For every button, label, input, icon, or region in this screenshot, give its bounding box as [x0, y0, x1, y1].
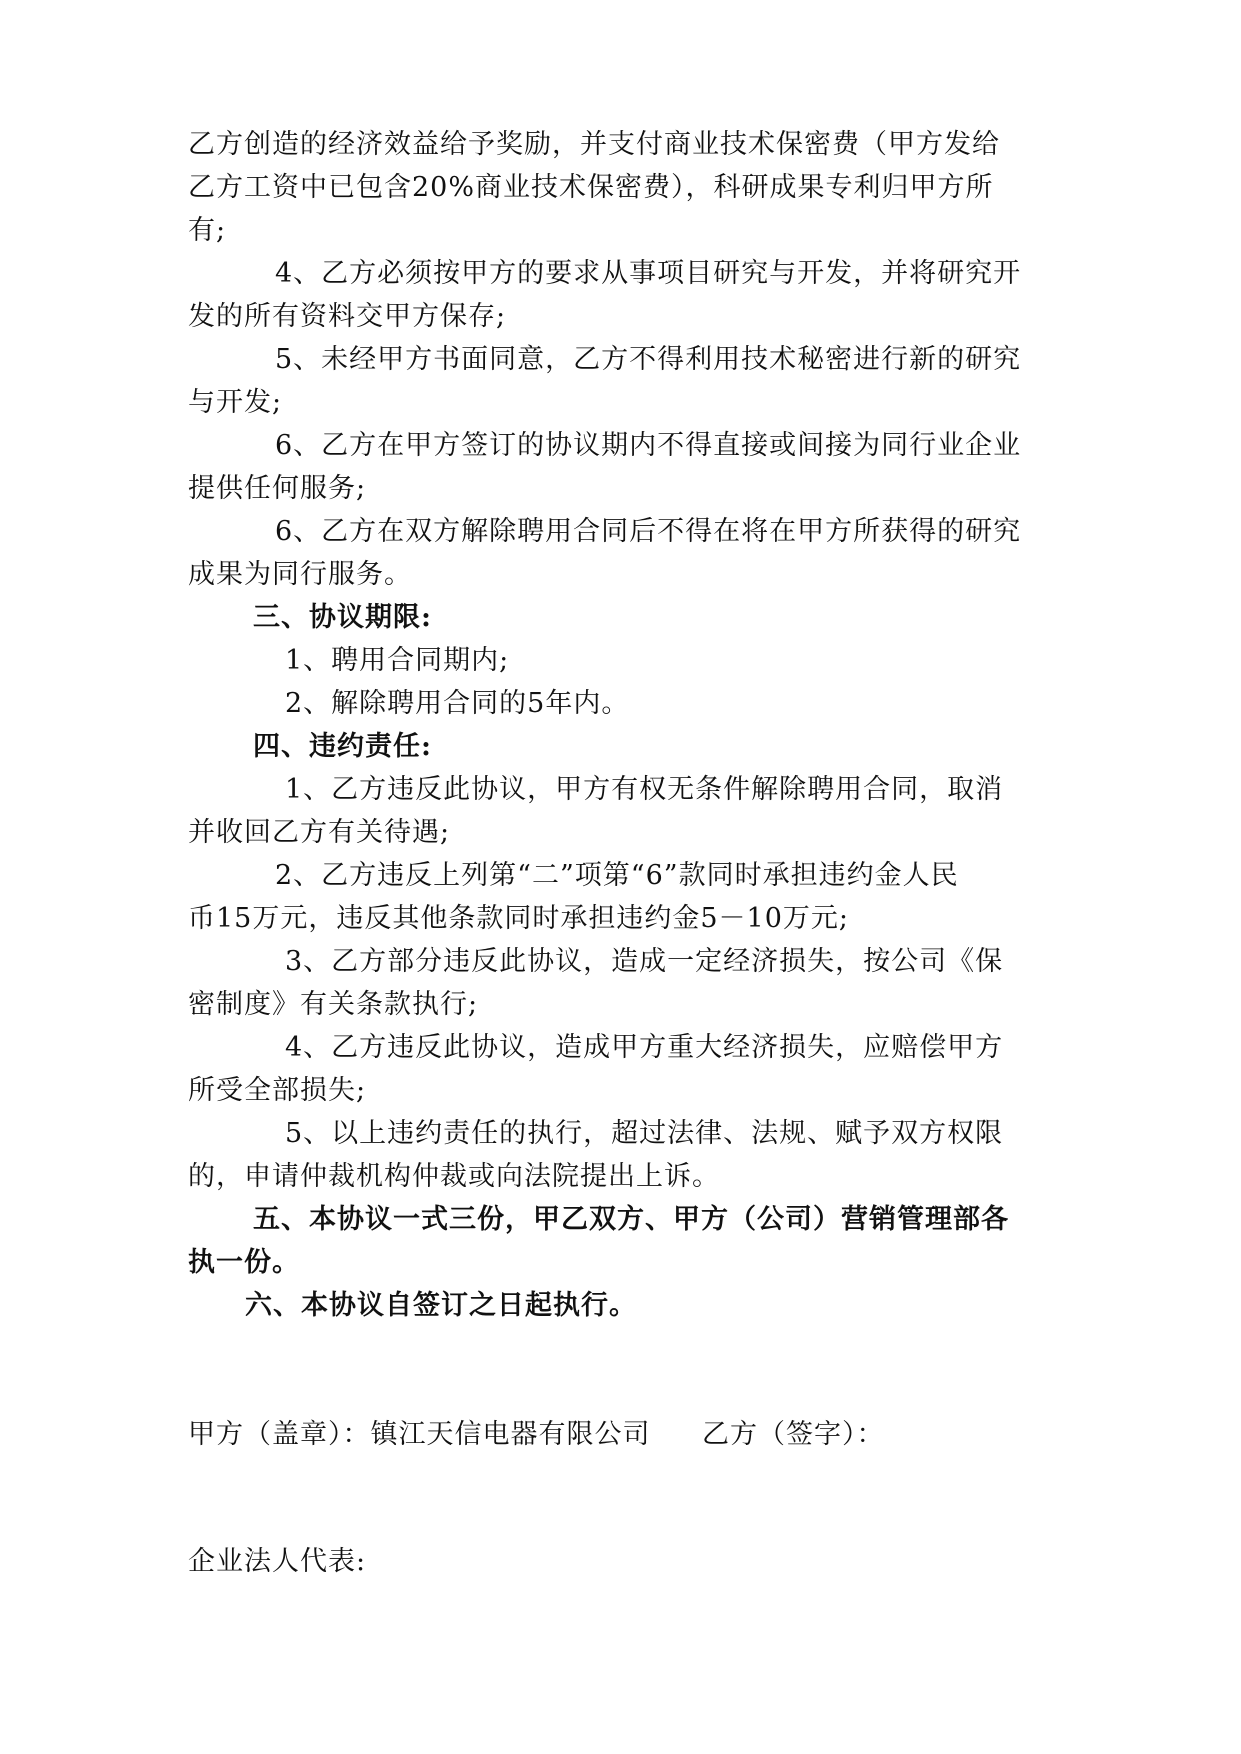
- signature-legal-rep: 企业法人代表:: [188, 1546, 367, 1577]
- paragraph-line: 乙方工资中已包含20%商业技术保密费），科研成果专利归甲方所: [188, 172, 994, 203]
- paragraph-line: 有;: [188, 215, 227, 246]
- liability-item-2: 2、乙方违反上列第“二”项第“6”款同时承担违约金人民: [275, 860, 959, 891]
- liability-item-5: 5、以上违约责任的执行，超过法律、法规、赋予双方权限: [285, 1118, 1004, 1149]
- paragraph-line: 执一份。: [188, 1247, 300, 1278]
- signature-party-b: 乙方（签字）：: [702, 1419, 885, 1450]
- section-heading-effective: 六、本协议自签订之日起执行。: [245, 1290, 637, 1321]
- section-heading-term: 三、协议期限:: [253, 602, 432, 633]
- paragraph-line: 与开发;: [188, 387, 283, 418]
- liability-item-4: 4、乙方违反此协议，造成甲方重大经济损失，应赔偿甲方: [285, 1032, 1004, 1063]
- term-item-2: 2、解除聘用合同的5年内。: [285, 688, 630, 719]
- paragraph-line: 并收回乙方有关待遇;: [188, 817, 451, 848]
- paragraph-line: 币15万元，违反其他条款同时承担违约金5－10万元;: [188, 903, 849, 934]
- clause-item-5: 5、未经甲方书面同意，乙方不得利用技术秘密进行新的研究: [275, 344, 1022, 375]
- paragraph-line: 密制度》有关条款执行;: [188, 989, 479, 1020]
- section-heading-liability: 四、违约责任:: [253, 731, 432, 762]
- clause-item-6b: 6、乙方在双方解除聘用合同后不得在将在甲方所获得的研究: [275, 516, 1022, 547]
- signature-party-a: 甲方（盖章）：镇江天信电器有限公司: [188, 1419, 651, 1450]
- liability-item-1: 1、乙方违反此协议，甲方有权无条件解除聘用合同，取消: [285, 774, 1004, 805]
- paragraph-line: 提供任何服务;: [188, 473, 367, 504]
- liability-item-3: 3、乙方部分违反此协议，造成一定经济损失，按公司《保: [285, 946, 1004, 977]
- clause-item-6a: 6、乙方在甲方签订的协议期内不得直接或间接为同行业企业: [275, 430, 1022, 461]
- paragraph-line: 发的所有资料交甲方保存;: [188, 301, 507, 332]
- paragraph-line: 乙方创造的经济效益给予奖励，并支付商业技术保密费（甲方发给: [188, 129, 1000, 160]
- paragraph-line: 成果为同行服务。: [188, 559, 412, 590]
- clause-item-4: 4、乙方必须按甲方的要求从事项目研究与开发，并将研究开: [275, 258, 1022, 289]
- term-item-1: 1、聘用合同期内;: [285, 645, 510, 676]
- paragraph-line: 的，申请仲裁机构仲裁或向法院提出上诉。: [188, 1161, 720, 1192]
- paragraph-line: 所受全部损失;: [188, 1075, 367, 1106]
- section-heading-copies: 五、本协议一式三份，甲乙双方、甲方（公司）营销管理部各: [253, 1204, 1009, 1235]
